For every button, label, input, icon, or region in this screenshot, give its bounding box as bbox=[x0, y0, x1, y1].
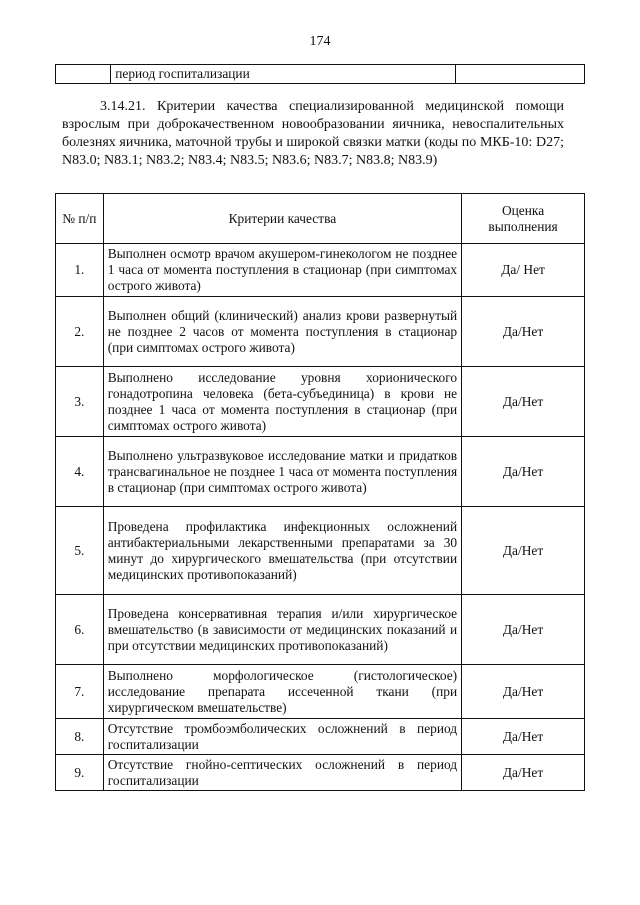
row-evaluation: Да/Нет bbox=[462, 437, 585, 507]
row-criteria: Проведена профилактика инфекционных осложнений антибактериальными лекарственными препаратами за 30 минут до хирургического вмешательства (при отсутствии медицинских противопоказаний) bbox=[103, 507, 461, 595]
table-row bbox=[56, 665, 585, 719]
row-criteria: Выполнено ультразвуковое исследование матки и придатков трансвагинальное не позднее 1 часа от момента поступления в стационар (при симптомах острого живота) bbox=[103, 437, 461, 507]
table-row bbox=[56, 367, 585, 437]
row-number: 3. bbox=[56, 367, 104, 437]
row-evaluation: Да/Нет bbox=[462, 297, 585, 367]
row-number: 1. bbox=[56, 244, 104, 297]
row-evaluation: Да/Нет bbox=[462, 367, 585, 437]
row-number: 9. bbox=[56, 755, 104, 791]
table-row bbox=[56, 244, 585, 297]
continuation-eval-cell bbox=[455, 65, 585, 84]
row-evaluation: Да/Нет bbox=[462, 595, 585, 665]
row-evaluation: Да/ Нет bbox=[462, 244, 585, 297]
row-evaluation: Да/Нет bbox=[462, 507, 585, 595]
row-number: 6. bbox=[56, 595, 104, 665]
header-criteria: Критерии качества bbox=[103, 194, 461, 244]
row-number: 2. bbox=[56, 297, 104, 367]
criteria-table bbox=[55, 193, 585, 791]
header-evaluation: Оценка выполнения bbox=[462, 194, 585, 244]
table-row bbox=[56, 297, 585, 367]
row-number: 7. bbox=[56, 665, 104, 719]
table-header-row bbox=[56, 194, 585, 244]
table-row bbox=[56, 595, 585, 665]
continuation-table bbox=[55, 64, 585, 84]
row-number: 8. bbox=[56, 719, 104, 755]
page-number: 174 bbox=[309, 34, 331, 49]
row-criteria: Выполнен осмотр врачом акушером-гинекологом не позднее 1 часа от момента поступления в стационар (при симптомах острого живота) bbox=[103, 244, 461, 297]
row-criteria: Выполнено исследование уровня хорионического гонадотропина человека (бета-субъединица) в крови не позднее 1 часа от момента поступления в стационар (при симптомах острого живота) bbox=[103, 367, 461, 437]
row-evaluation: Да/Нет bbox=[462, 755, 585, 791]
section-intro: 3.14.21. Критерии качества специализированной медицинской помощи взрослым при доброкачественном новообразовании яичника, невоспалительных болезнях яичника, маточной трубы и широкой связки матки (коды по МКБ-10: D27; N83.0; N83.1; N83.2; N83.4; N83.5; N83.6; N83.7; N83.8; N83.9) bbox=[62, 99, 564, 168]
row-criteria: Отсутствие тромбоэмболических осложнений в период госпитализации bbox=[103, 719, 461, 755]
continuation-num-cell bbox=[56, 65, 111, 84]
table-row bbox=[56, 437, 585, 507]
continuation-row bbox=[56, 65, 585, 84]
row-evaluation: Да/Нет bbox=[462, 719, 585, 755]
header-num: № п/п bbox=[56, 194, 104, 244]
table-row bbox=[56, 755, 585, 791]
table-row bbox=[56, 719, 585, 755]
row-criteria: Выполнен общий (клинический) анализ крови развернутый не позднее 2 часов от момента поступления в стационар (при симптомах острого живота) bbox=[103, 297, 461, 367]
row-number: 5. bbox=[56, 507, 104, 595]
row-criteria: Отсутствие гнойно-септических осложнений в период госпитализации bbox=[103, 755, 461, 791]
continuation-criteria-cell: период госпитализации bbox=[111, 65, 455, 84]
table-row bbox=[56, 507, 585, 595]
row-criteria: Выполнено морфологическое (гистологическое) исследование препарата иссеченной ткани (при хирургическом вмешательстве) bbox=[103, 665, 461, 719]
row-evaluation: Да/Нет bbox=[462, 665, 585, 719]
row-criteria: Проведена консервативная терапия и/или хирургическое вмешательство (в зависимости от медицинских показаний и при отсутствии медицинских противопоказаний) bbox=[103, 595, 461, 665]
row-number: 4. bbox=[56, 437, 104, 507]
